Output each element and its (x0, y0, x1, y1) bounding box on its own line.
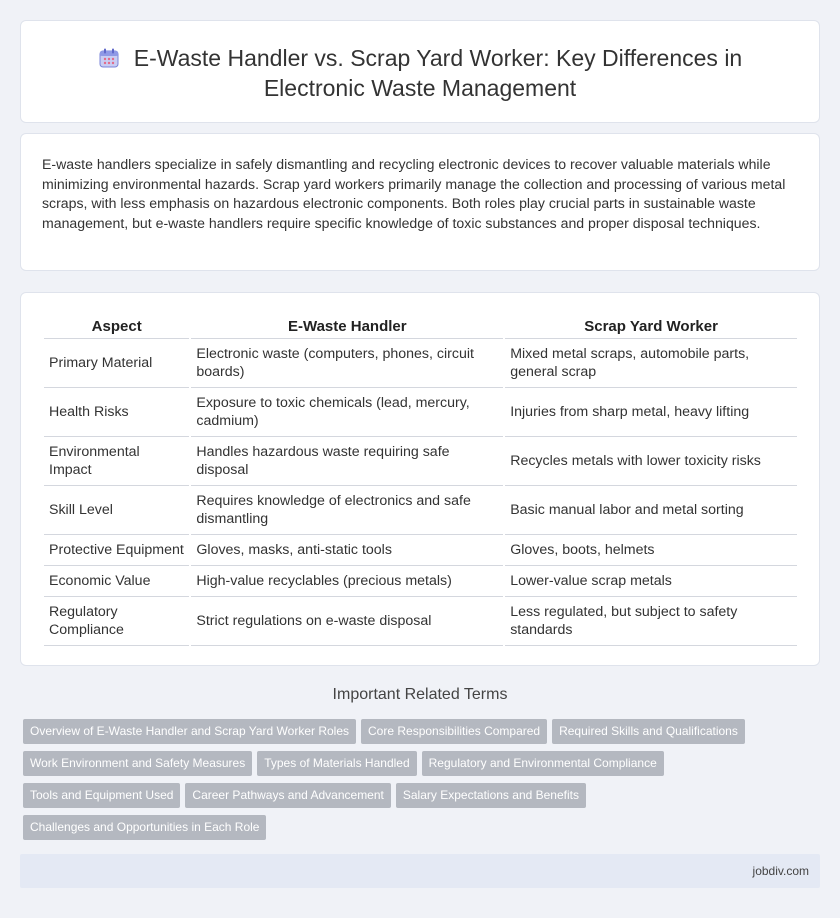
table-row (44, 388, 797, 437)
title-card (20, 20, 820, 123)
related-terms-list (23, 719, 803, 847)
table-cell: Protective Equipment (44, 535, 189, 566)
table-cell: Electronic waste (computers, phones, circuit boards) (191, 339, 503, 388)
table-cell: Economic Value (44, 566, 189, 597)
footer (20, 854, 820, 888)
related-terms-heading: Important Related Terms (332, 686, 508, 703)
comparison-card (20, 292, 820, 666)
intro-card (20, 133, 820, 271)
table-cell: Exposure to toxic chemicals (lead, mercury, cadmium) (191, 388, 503, 437)
table-row (44, 566, 797, 597)
related-term-tag[interactable]: Work Environment and Safety Measures (23, 751, 252, 776)
table-cell: Lower-value scrap metals (505, 566, 797, 597)
tag-row (23, 719, 803, 751)
related-term-tag[interactable]: Challenges and Opportunities in Each Role (23, 815, 266, 840)
table-cell: Injuries from sharp metal, heavy lifting (505, 388, 797, 437)
table-cell: Health Risks (44, 388, 189, 437)
related-term-tag[interactable]: Types of Materials Handled (257, 751, 416, 776)
table-cell: Regulatory Compliance (44, 597, 189, 646)
table-cell: Basic manual labor and metal sorting (505, 486, 797, 535)
column-header-scrapyard: Scrap Yard Worker (505, 315, 797, 339)
table-cell: Strict regulations on e-waste disposal (191, 597, 503, 646)
column-header-aspect: Aspect (44, 315, 189, 339)
tag-row (23, 751, 803, 783)
table-row (44, 339, 797, 388)
table-cell: Recycles metals with lower toxicity risks (505, 437, 797, 486)
tag-row (23, 815, 803, 847)
related-term-tag[interactable]: Tools and Equipment Used (23, 783, 180, 808)
page-title (21, 43, 819, 103)
related-term-tag[interactable]: Career Pathways and Advancement (185, 783, 390, 808)
related-term-tag[interactable]: Required Skills and Qualifications (552, 719, 745, 744)
page-title-text: E-Waste Handler vs. Scrap Yard Worker: Key Differences in Electronic Waste Management (133, 45, 743, 101)
column-header-ewaste: E-Waste Handler (191, 315, 503, 339)
table-cell: Gloves, boots, helmets (505, 535, 797, 566)
table-cell: Environmental Impact (44, 437, 189, 486)
table-cell: Handles hazardous waste requiring safe disposal (191, 437, 503, 486)
related-term-tag[interactable]: Overview of E-Waste Handler and Scrap Yard Worker Roles (23, 719, 356, 744)
related-term-tag[interactable]: Core Responsibilities Compared (361, 719, 547, 744)
comparison-table (42, 315, 799, 646)
table-cell: Less regulated, but subject to safety standards (505, 597, 797, 646)
table-cell: Gloves, masks, anti-static tools (191, 535, 503, 566)
table-row (44, 437, 797, 486)
intro-paragraph: E-waste handlers specialize in safely dismantling and recycling electronic devices to recover valuable materials while minimizing environmental hazards. Scrap yard workers primarily manage the collection and processing of various metal scraps, with less emphasis on hazardous electronic components. Both roles play crucial parts in sustainable waste management, but e-waste handlers require specific knowledge of toxic substances and proper disposal techniques. (42, 156, 786, 231)
table-row (44, 486, 797, 535)
related-term-tag[interactable]: Regulatory and Environmental Compliance (422, 751, 664, 776)
table-cell: Requires knowledge of electronics and safe dismantling (191, 486, 503, 535)
tag-row (23, 783, 803, 815)
table-cell: Mixed metal scraps, automobile parts, general scrap (505, 339, 797, 388)
calendar-icon (98, 47, 120, 69)
related-term-tag[interactable]: Salary Expectations and Benefits (396, 783, 586, 808)
table-header-row (44, 315, 797, 339)
footer-site-link[interactable]: jobdiv.com (752, 864, 809, 878)
table-row (44, 597, 797, 646)
table-row (44, 535, 797, 566)
table-cell: Primary Material (44, 339, 189, 388)
table-cell: Skill Level (44, 486, 189, 535)
table-cell: High-value recyclables (precious metals) (191, 566, 503, 597)
